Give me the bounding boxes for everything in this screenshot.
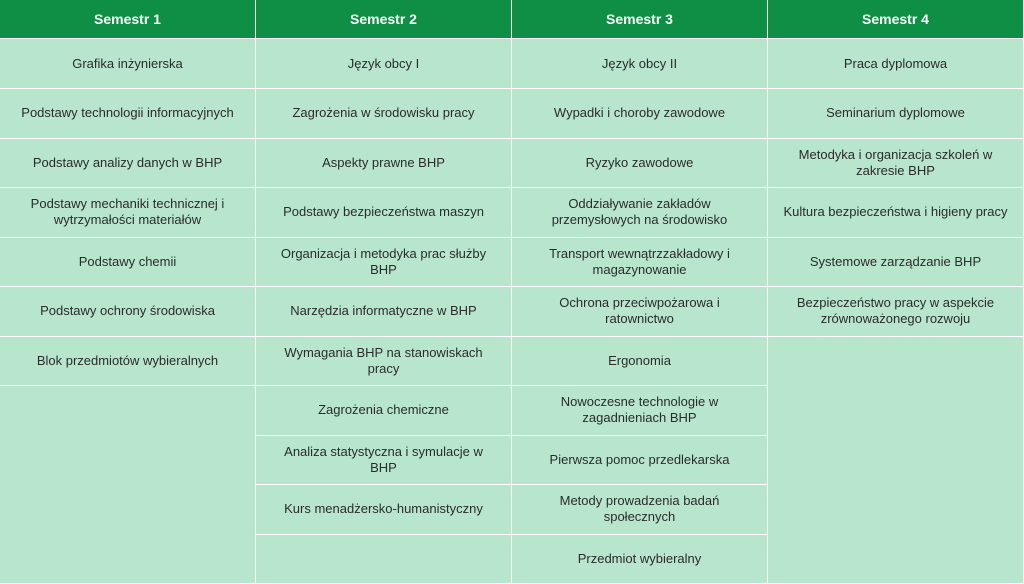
- course-cell: Transport wewnątrzzakładowy i magazynowanie: [549, 245, 730, 277]
- column-body: [256, 39, 511, 583]
- course-cell: Wypadki i choroby zawodowe: [553, 105, 726, 121]
- course-cell: Podstawy technologii informacyjnych: [21, 105, 234, 121]
- course-cell: Podstawy chemii: [78, 253, 177, 269]
- course-cell: Ergonomia: [608, 352, 671, 368]
- column-header: Semestr 2: [256, 0, 511, 38]
- course-cell: Język obcy II: [601, 55, 678, 71]
- semester-column-3: [512, 0, 767, 566]
- course-cell: Podstawy analizy danych w BHP: [32, 154, 223, 170]
- course-cell: Systemowe zarządzanie BHP: [809, 253, 982, 269]
- semester-column-1: [0, 0, 255, 368]
- course-cell: Kurs menadżersko-humanistyczny: [284, 501, 483, 517]
- course-cell: Grafika inżynierska: [72, 55, 183, 71]
- course-cell: Metody prowadzenia badań społecznych: [559, 493, 720, 525]
- course-cell: Przedmiot wybieralny: [577, 550, 702, 566]
- course-cell: Ochrona przeciwpożarowa i ratownictwo: [559, 295, 720, 327]
- row-divider: [256, 534, 511, 535]
- course-cell: Podstawy ochrony środowiska: [40, 303, 215, 319]
- course-cell: Zagrożenia chemiczne: [318, 402, 449, 418]
- course-cell: Analiza statystyczna i symulacje w BHP: [284, 443, 483, 475]
- course-cell: Zagrożenia w środowisku pracy: [292, 105, 475, 121]
- course-cell: Wymagania BHP na stanowiskach pracy: [284, 344, 483, 376]
- course-cell: Metodyka i organizacja szkoleń w zakresie BHP: [798, 146, 993, 178]
- column-body: [768, 39, 1023, 583]
- course-cell: Oddziaływanie zakładów przemysłowych na środowisko: [551, 196, 728, 228]
- course-cell: Ryzyko zawodowe: [585, 154, 694, 170]
- column-header: Semestr 3: [512, 0, 767, 38]
- column-body: [512, 39, 767, 583]
- course-cell: Język obcy I: [347, 55, 420, 71]
- course-cell: Organizacja i metodyka prac służby BHP: [280, 245, 487, 277]
- course-cell: Bezpieczeństwo pracy w aspekcie zrównoważonego rozwoju: [796, 295, 995, 327]
- course-cell: Narzędzia informatyczne w BHP: [290, 303, 477, 319]
- column-body: [0, 39, 255, 583]
- course-cell: Aspekty prawne BHP: [322, 154, 445, 170]
- column-header: Semestr 1: [0, 0, 255, 38]
- course-cell: Seminarium dyplomowe: [826, 105, 965, 121]
- row-divider: [0, 385, 255, 386]
- course-cell: Podstawy bezpieczeństwa maszyn: [283, 204, 484, 220]
- column-header: Semestr 4: [768, 0, 1023, 38]
- course-cell: Praca dyplomowa: [843, 55, 948, 71]
- row-divider: [768, 336, 1023, 337]
- course-cell: Kultura bezpieczeństwa i higieny pracy: [783, 204, 1008, 220]
- course-cell: Pierwsza pomoc przedlekarska: [549, 451, 730, 467]
- semester-column-4: [768, 0, 1023, 327]
- course-cell: Blok przedmiotów wybieralnych: [36, 352, 219, 368]
- course-cell: Nowoczesne technologie w zagadnieniach BHP: [560, 394, 719, 426]
- semester-column-2: [256, 0, 511, 517]
- course-cell: Podstawy mechaniki technicznej i wytrzymałości materiałów: [30, 196, 225, 228]
